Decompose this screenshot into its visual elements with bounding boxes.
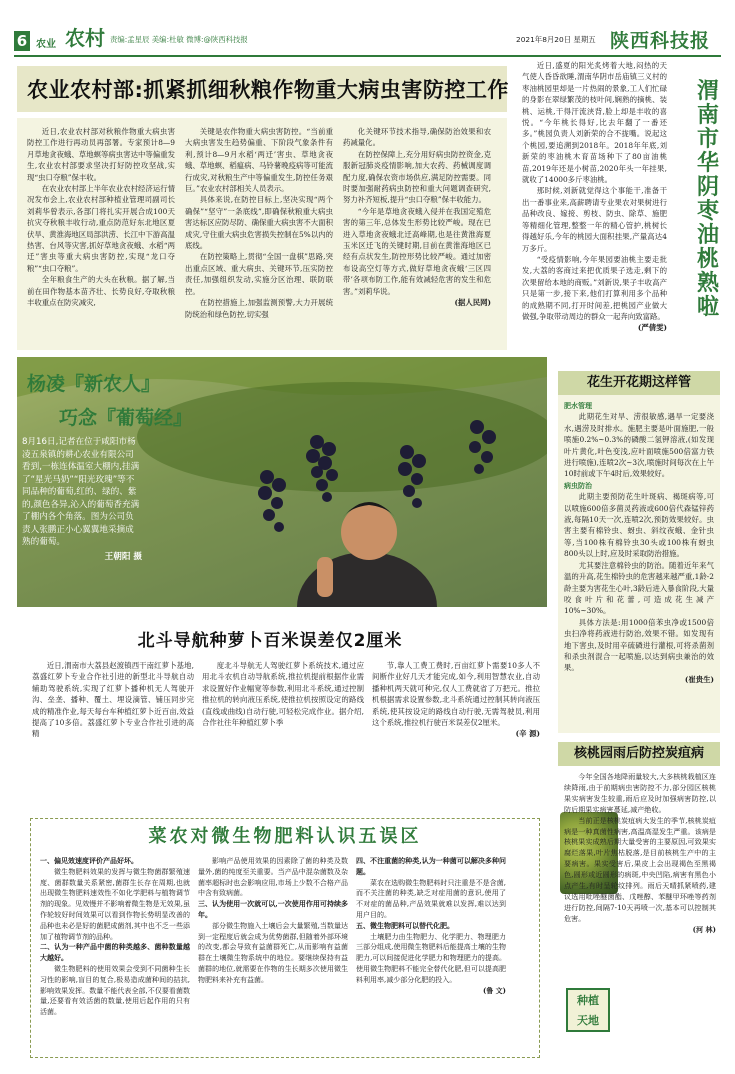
planting-seal bbox=[566, 988, 610, 1032]
main-headline: 农业农村部:抓紧抓细秋粮作物重大病虫害防控工作 bbox=[27, 78, 509, 102]
main-col-3 bbox=[343, 126, 491, 309]
paragraph: 关键是农作物重大病虫害防控。“当前重大病虫害发生趋势偏重、下阶段气象条件有利,预计8—9月水稻‘两迁’害虫、草地贪夜蛾、草地螟、稻瘟病、马铃薯晚疫病等可能流行成灾,对秋粮生产中等偏重发生,防控任务艰巨。”农业农村部相关人员表示。 bbox=[185, 127, 333, 194]
radish-headline: 北斗导航种萝卜百米误差仅2厘米 bbox=[137, 631, 403, 651]
question-heading: 二、认为一种产品中菌的种类越多、菌种数量越大越好。 bbox=[40, 942, 190, 963]
walnut-headline: 核桃园雨后防控炭疽病 bbox=[558, 742, 720, 766]
subheading: 肥水管理 bbox=[564, 401, 592, 410]
section-label: 农业 bbox=[36, 39, 56, 50]
article-credit: (河 林) bbox=[692, 924, 716, 934]
main-article bbox=[17, 118, 507, 350]
paragraph: 度北斗导航无人驾驶红萝卜系统技术,通过应用北斗农机自动导航系统,推拉机提前根据作业需求设置好作业幅宽等参数,利用北斗系统,通过控制推拉机的转向液压系统,使推拉机按照设定的路线(直线或曲线)自动行驶,可轻松完成作业。据介绍,合作社往年种植红萝卜季 bbox=[202, 661, 364, 728]
subheading: 病虫防治 bbox=[564, 480, 592, 490]
fertilizer-col-3 bbox=[356, 856, 506, 996]
paragraph: 菜农在选购微生物肥料时只注重是不是含菌,而不关注菌的种类,缺乏对症用菌的意识,使用了不对症的菌品种,产品效果就难以发挥,难以达到用户目的。 bbox=[356, 878, 506, 919]
paragraph: “受疫情影响,今年果园要油桃主要走批发,大荔的客商过来把优质果子选走,剩下的次果留给本地的商贩。”刘新说,果子丰收高产只是第一步,接下来,他们打算利用多个品种的成熟期不同,打开时间差,把桃园产业做大做强,争取带动周边的群众一起奔向致富路。 bbox=[522, 254, 667, 321]
question-heading: 一、偏见效速度评价产品好坏。 bbox=[40, 856, 138, 865]
paragraph: 近日,渭南市大荔县赵渡镇西干南红萝卜基地,荔盛红萝卜专业合作社引进的新型北斗导航自动辅助驾驶系统,实现了红萝卜播种机无人驾驶开沟、垒垄、播种、覆土、埋设滴管、铺压同步完成的精准作业,每天每台车种植红萝卜近百亩,效益提高了10多倍。荔盛红萝卜专业合作社引进的高精 bbox=[32, 661, 194, 739]
fertilizer-headline: 菜农对微生物肥料认识五误区 bbox=[148, 826, 422, 847]
peach-article bbox=[522, 60, 667, 360]
main-col-1 bbox=[27, 126, 175, 309]
question-heading: 五、微生物肥料可以替代化肥。 bbox=[356, 920, 454, 930]
fertilizer-col-1 bbox=[40, 856, 190, 1018]
paragraph: 近日,盛夏的阳光炙烤着大地,闷热的天气使人昏昏欲睡,渭南华阴市岳庙镇三义村的枣油桃园里却是一片热闹的景象,工人们忙碌的身影在翠绿繁茂的枝叶间,娴熟的摘桃、装桃、运桃,干得汗流浃背,脸上却是丰收的喜悦。“今年桃长得好,比去年翻了一番还多。”桃园负责人刘新荣的合不拢嘴。说起这个桃园,要追溯到2018年。2018年年底,刘新荣的枣油桃木育苗场种下了80亩油桃苗,2019年还是小树苗,2020年头一年挂果,就收了14000多斤枣油桃。 bbox=[522, 61, 667, 185]
paragraph: 在防控措施上,加强监测预警,大力开展统防统治和绿色防控,切实强 bbox=[185, 298, 333, 319]
seal-line-1: 种植 bbox=[577, 994, 599, 1007]
paragraph: 全年粮食生产的大头在秋粮。据了解,当前在田作物基本苗齐壮、长势良好,夺取秋粮丰收重点在防灾减灾, bbox=[27, 275, 175, 308]
question-heading: 三、认为使用一次就可以,一次使用作用可持续多年。 bbox=[198, 899, 348, 919]
walnut-article bbox=[564, 772, 716, 936]
paragraph: 微生物肥料的使用效果会受到不同菌种生长习性的影响,盲目的复合,极易造成菌种间的拮抗,影响效果发挥。数量不能代表全部,不仅要看菌数量,还要看有效活菌的数量,使用后起作用的只有活菌。 bbox=[40, 964, 190, 1017]
paragraph: 影响产品使用效果的因素除了菌的种类及数量外,菌的纯度至关重要。当产品中混杂菌数及杂菌率超标时也会影响应用,市场上少数不合格产品中含有致病菌。 bbox=[198, 857, 348, 898]
paragraph: 在农业农村部上半年农业农村经济运行情况发布会上,农业农村部种植业管理司副司长刘莉华曾表示,各部门将扎实开展合成100天抗灾夺秋粮丰收行动,重点防范好东北地区夏伏旱、黄淮海地区局部洪涝、长江中下游高温热害、台风等灾害,抓好草地贪夜蛾、水稻“两迁”害虫等重大病虫害防控,实现“龙口夺粮”“虫口夺粮”。 bbox=[27, 184, 175, 273]
article-credit: (严倩雯) bbox=[637, 323, 667, 333]
radish-col-3 bbox=[372, 660, 540, 740]
paragraph: 那时候,刘新就觉得这个事能干,准备干出一番事业来,高薪聘请专业果农对果树进行品种改良、嫁接、剪枝、防虫、除草、施肥等精细化管理,整整一年的精心管护,桃树长得越好乐,今年的桃园大面积挂果,产量高达4万多斤。 bbox=[522, 186, 667, 253]
page-header bbox=[0, 0, 735, 60]
paragraph: 具体方法是:用1000倍苯虫净或1500倍虫扫净将药液进行防治,效果不错。如发现有地下害虫,及时用辛硫磷进行灌根,可将杀菌剂和杀虫剂混合一起喷施,以达到病虫兼治的效果。 bbox=[564, 617, 714, 673]
paragraph: 在防控保障上,充分用好病虫防控资金,克服新冠肺炎疫情影响,加大农药、药械调度调配力度,确保农资市场供应,满足防控需要。同时要加强耐药病虫防控和重大问题调查研究,努力补齐短板,提升“虫口夺粮”保丰收能力。 bbox=[343, 149, 491, 205]
paragraph: 此期主要预防花生叶斑病、褐斑病等,可以喷施600倍多菌灵药液或600倍代森锰锌药液,每隔10天一次,连喷2次,预防效果较好。虫害主要有棉铃虫、蚜虫、斜纹夜蛾、金针虫等,当100株有棉铃虫30头或100株有蚜虫800头以上时,应及时采取防治措施。 bbox=[564, 492, 714, 559]
peach-headline: 渭南市华阴枣油桃熟啦 bbox=[696, 79, 719, 320]
article-credit: (鲁 文) bbox=[482, 985, 506, 995]
article-credit: (辛 源) bbox=[515, 729, 540, 739]
header-divider bbox=[14, 55, 721, 57]
paragraph: 当前正是核桃炭疽病大发生的季节,核桃炭疽病是一种真菌性病害,高温高湿发生严重。该病是核桃果实成熟后期大量受害的主要原因,可致果实腐烂落果,叶片焦枯脱落,是目前核桃生产中的主要病害。果实受害后,果皮上会出现褐色至黑褐色,圆形或近圆形的病斑,中央凹陷,病害有黑色小点产生,有时呈轮纹排列。雨后天晴抓紧喷药,建议选用吡唑醚菌酯、戊唑醇、苯醚甲环唑等药剂进行防控,间隔7-10天再喷一次,基本可以控制其危害。 bbox=[564, 815, 716, 923]
caption-text: 8月16日,记者在位于咸阳市杨凌五泉镇的耕心农业有限公司看到,一栋连体温室大棚内,挂满了“星光马奶”“阳光玫瑰”等不同品种的葡萄,红的、绿的、紫的,颜色各异,沁入的葡萄香充满了棚内各个角落。图为公司负责人张鹏正小心翼翼地采摘成熟的葡萄。 bbox=[22, 437, 140, 547]
article-credit: (据人民网) bbox=[454, 298, 491, 308]
article-credit: (崔贵生) bbox=[684, 674, 714, 684]
paragraph: 节,靠人工费工费时,百亩红萝卜需要10多人不间断作业好几天才能完成,如今,利用智慧农业,自动播种机两天就可种完,仅人工费就省了万把元。推拉机根据需求设置参数,北斗系统通过控制其转向液压系统,使其按设定的路线自动行驶,无需驾驶员,利用这个系统,推拉机行驶百米误差仅2厘米。 bbox=[372, 661, 540, 728]
paragraph: 在防控策略上,贯彻“全国一盘棋”思路,突出重点区域、重大病虫、关键环节,压实防控责任,加强组织发动,实施分区治理、联防联控。 bbox=[185, 252, 333, 296]
paragraph: 尤其要注意棉铃虫的防治。随着近年来气温的升高,花生棉铃虫的危害越来越严重,1龄-2龄主要为害花生心叶,3龄后进入暴食阶段,大量咬食叶片和花蕾,可造成花生减产10%~30%。 bbox=[564, 560, 714, 616]
paragraph: 化关键环节技术指导,确保防治效果和农药减量化。 bbox=[343, 127, 491, 148]
radish-col-2 bbox=[202, 660, 364, 728]
question-heading: 四、不注重菌的种类,认为一种菌可以解决多种问题。 bbox=[356, 856, 506, 876]
fertilizer-col-2 bbox=[198, 856, 348, 986]
issue-date: 2021年8月20日 星期五 bbox=[516, 35, 596, 44]
photographer-credit: 王朝阳 摄 bbox=[104, 551, 142, 562]
section-title: 农村 bbox=[65, 26, 105, 50]
peanut-headline: 花生开花期这样管 bbox=[558, 371, 720, 395]
photo-title-line2: 巧念『葡萄经』 bbox=[59, 407, 193, 429]
page-number: 6 bbox=[14, 31, 30, 51]
photo-caption bbox=[22, 436, 142, 563]
masthead-logo: 陕西科技报 bbox=[610, 30, 711, 52]
photo-title-line1: 杨凌『新农人』 bbox=[27, 373, 161, 395]
paragraph: 土壤肥力由生物肥力、化学肥力、物理肥力三部分组成,使用微生物肥料后能提高土壤的生物肥力,可以间接促进化学肥力和物理肥力的提高。使用微生物肥料不能完全替代化肥,但可以提高肥料利用率,减少部分化肥的投入。 bbox=[356, 932, 506, 984]
radish-col-1 bbox=[32, 660, 194, 740]
paragraph: 此期花生对旱、涝很敏感,遇旱一定要浇水,遇涝及时排水。施肥主要是叶面施肥,一般喷施0.2%~0.3%的磷酸二氢钾溶液,(如发现叶片黄化,叶色变浅,应叶面喷施500倍富力铁进行喷施),连喷2次~3次,喷施时间每次在上午10时前或下午4时后,效果较好。 bbox=[564, 412, 714, 479]
paragraph: 今年全国各地降雨量较大,大多核桃栽植区连续降雨,由于前期病虫害防控不力,部分园区核桃果实病害发生较重,雨后应及时加强病害防控,以防后期果实病害蔓延,减产绝收。 bbox=[564, 772, 716, 814]
peanut-article bbox=[564, 400, 714, 685]
main-headline-banner bbox=[17, 66, 507, 112]
paragraph: 微生物肥料效果的发挥与微生物菌群繁殖速度、菌群数量关系紧密,菌群生长存在周期,也就出现微生物肥料速效性不如化学肥料与植物调节剂的现象。见效慢并不影响着微生物是无效果,虽作轮较好时间效果可以看到作物长势明显改善的品种也未必是好的菌肥成菌剂,其中也不乏一些添加了植物调节剂的品种。 bbox=[40, 867, 190, 941]
paragraph: 具体来说,在防控目标上,坚决实现“两个确保”“坚守”一条底线”,即确保秋粮重大病虫害达标区应防尽防、确保重大病虫害不大面积成灾,守住重大病虫危害损失控制在5%以内的底线。 bbox=[185, 195, 333, 251]
paragraph: “今年是草地贪夜蛾入侵并在我国定殖危害的第三年,总体发生形势比较严峻。现在已进入草地贪夜蛾北迁高峰期,也是往黄淮海夏玉米区迁飞的关键时期,目前在黄淮海地区已经有点状发生,防控形势比较严峻。通过加密布设高空灯等方式,做好草地贪夜蛾‘三区四带’各项布防工作,能有效减轻危害的发生和危害。”刘莉华说。 bbox=[343, 206, 491, 296]
main-col-2 bbox=[185, 126, 333, 320]
seal-line-2: 天地 bbox=[577, 1014, 599, 1027]
paragraph: 近日,农业农村部对秋粮作物重大病虫害防控工作进行再动员再部署。专家预计8—9月草地贪夜蛾、草地螟等病虫害达中等偏重发生,农业农村部要求坚决打好防控攻坚战,实现“虫口夺粮”保丰收。 bbox=[27, 127, 175, 182]
editors-credit: 责编:孟星辰 美编:杜敏 微博:@陕西科技报 bbox=[110, 35, 248, 44]
paragraph: 部分微生物施入土壤后会大量繁殖,当数量达到一定程度后就会成为优势菌群,但随着外部环境的改变,都会导致有益菌群死亡,从而影响有益菌群在土壤微生物系统中的地位。要继续保持有益菌群的地位,就需要在作物的生长期多次使用微生物肥料来补充有益菌。 bbox=[198, 921, 348, 984]
